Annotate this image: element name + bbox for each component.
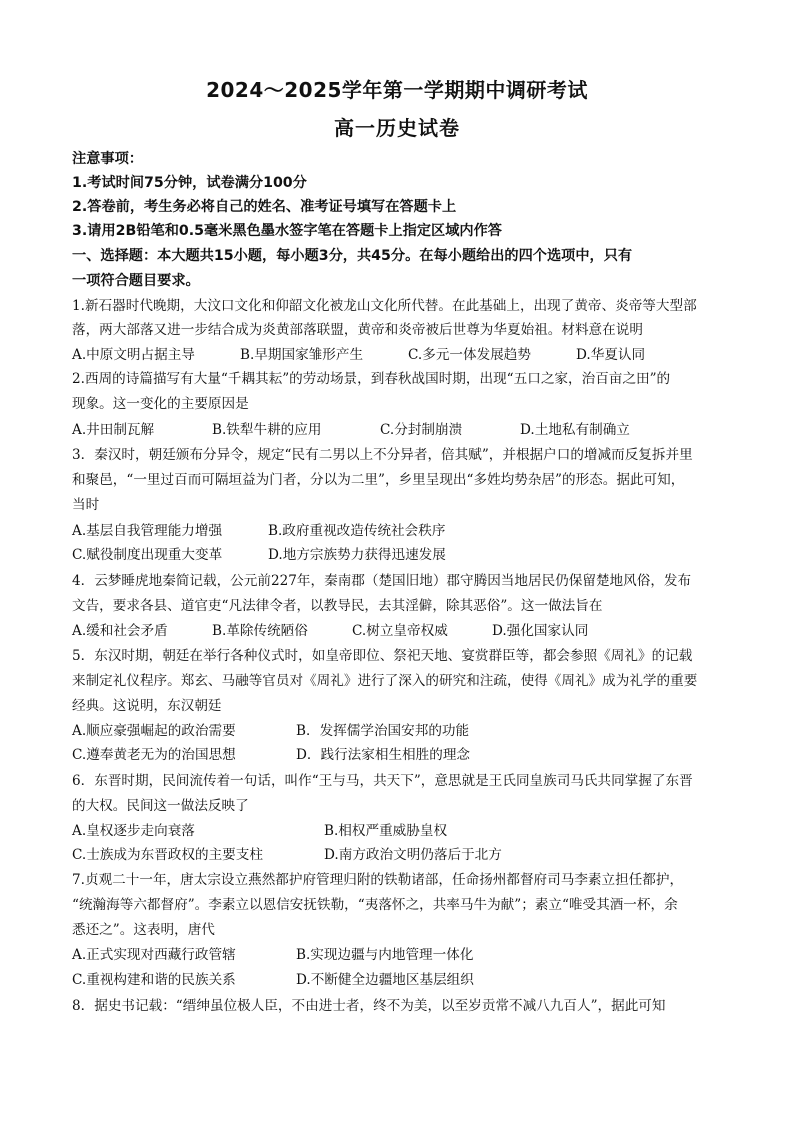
question-5-stem: 来制定礼仪程序。郑玄、马融等官员对《周礼》进行了深入的研究和注疏，使得《周礼》成为礼学的重要 [72,673,698,689]
question-7-option-a: A.正式实现对西藏行政管辖 [72,947,236,963]
exam-subtitle: 高一历史试卷 [334,116,460,140]
section-instruction: 一、选择题：本大题共15小题，每小题3分，共45分。在每小题给出的四个选项中，只有 [72,248,633,264]
question-2-option-c: C.分封制崩溃 [380,422,463,438]
question-5-stem: 5．东汉时期，朝廷在举行各种仪式时，如皇帝即位、祭祀天地、宴赏群臣等，都会参照《周礼》的记载 [72,648,693,664]
notice-item: 3.请用2B铅笔和0.5毫米黑色墨水签字笔在答题卡上指定区域内作答 [72,223,502,239]
question-6-option-b: B.相权严重威胁皇权 [324,823,448,839]
question-2-option-b: B.铁犁牛耕的应用 [212,422,322,438]
question-2-stem: 现象。这一变化的主要原因是 [72,396,249,412]
question-4-option-b: B.革除传统陋俗 [212,623,308,639]
question-3-stem: 当时 [72,497,100,513]
question-4-option-c: C.树立皇帝权威 [352,623,448,639]
question-4-option-d: D.强化国家认同 [492,623,589,639]
question-6-option-d: D.南方政治文明仍落后于北方 [324,847,502,863]
question-4-stem: 文告，要求各县、道官吏“凡法律令者，以教导民，去其淫僻，除其恶俗”。这一做法旨在 [72,598,603,614]
section-instruction: 一项符合题目要求。 [72,273,200,289]
question-3-stem: 和聚邑，“一里过百而可隔垣益为门者，分以为二里”，乡里呈现出“多姓均势杂居”的形态。据此可知， [72,472,685,488]
question-6-option-a: A.皇权逐步走向衰落 [72,823,195,839]
question-3-option-c: C.赋役制度出现重大变革 [72,547,223,563]
question-3-option-d: D.地方宗族势力获得迅速发展 [268,547,446,563]
question-5-option-b: B．发挥儒学治国安邦的功能 [296,723,470,739]
question-2-option-a: A.井田制瓦解 [72,422,155,438]
question-7-option-b: B.实现边疆与内地管理一体化 [296,947,474,963]
notice-item: 1.考试时间75分钟，试卷满分100分 [72,175,307,191]
notice-heading: 注意事项： [72,151,143,167]
question-1-option-d: D.华夏认同 [576,347,646,363]
question-7-option-d: D.不断健全边疆地区基层组织 [296,972,474,988]
question-1-option-a: A.中原文明占据主导 [72,347,195,363]
question-1-option-c: C.多元一体发展趋势 [408,347,531,363]
exam-title: 2024～2025学年第一学期期中调研考试 [206,78,588,102]
question-7-option-c: C.重视构建和谐的民族关系 [72,972,236,988]
question-6-option-c: C.士族成为东晋政权的主要支柱 [72,847,263,863]
question-1-option-b: B.早期国家雏形产生 [240,347,364,363]
question-1-stem: 落，两大部落又进一步结合成为炎黄部落联盟，黄帝和炎帝被后世尊为华夏始祖。材料意在说明 [72,322,643,338]
question-6-stem: 6．东晋时期，民间流传着一句话，叫作“王与马，共天下”，意思就是王氏同皇族司马氏共同掌握了东晋 [72,773,693,789]
question-5-option-a: A.顺应豪强崛起的政治需要 [72,723,236,739]
question-4-option-a: A.缓和社会矛盾 [72,623,168,639]
question-2-stem: 2.西周的诗篇描写有大量“千耦其耘”的劳动场景，到春秋战国时期，出现“五口之家，治百亩之田”的 [72,371,671,387]
question-3-stem: 3．秦汉时，朝廷颁布分异令，规定“民有二男以上不分异者，倍其赋”，并根据户口的增减而反复拆并里 [72,447,693,463]
question-7-stem: “统瀚海等六都督府”。李素立以恩信安抚铁勒，“夷落怀之，共率马牛为献”；素立“唯受其酒一杯，余 [72,897,678,913]
question-7-stem: 悉还之”。这表明，唐代 [72,922,215,938]
question-3-option-b: B.政府重视改造传统社会秩序 [268,523,446,539]
question-3-option-a: A.基层自我管理能力增强 [72,523,223,539]
question-6-stem: 的大权。民间这一做法反映了 [72,798,249,814]
question-1-stem: 1.新石器时代晚期，大汶口文化和仰韶文化被龙山文化所代替。在此基础上，出现了黄帝、炎帝等大型部 [72,298,697,314]
notice-item: 2.答卷前，考生务必将自己的姓名、准考证号填写在答题卡上 [72,199,457,215]
question-4-stem: 4．云梦睡虎地秦简记载，公元前227年，秦南郡（楚国旧地）郡守腾因当地居民仍保留楚地风俗，发布 [72,573,692,589]
question-5-option-c: C.遵奉黄老无为的治国思想 [72,747,236,763]
question-5-option-d: D．践行法家相生相胜的理念 [296,747,471,763]
question-2-option-d: D.土地私有制确立 [520,422,630,438]
question-5-stem: 经典。这说明，东汉朝廷 [72,698,222,714]
question-8-stem: 8．据史书记载：“缙绅虽位极人臣，不由进士者，终不为美，以至岁贡常不减八九百人”，据此可知 [72,998,666,1014]
question-7-stem: 7.贞观二十一年，唐太宗设立燕然都护府管理归附的铁勒诸部，任命扬州都督府司马李素立担任都护， [72,872,684,888]
